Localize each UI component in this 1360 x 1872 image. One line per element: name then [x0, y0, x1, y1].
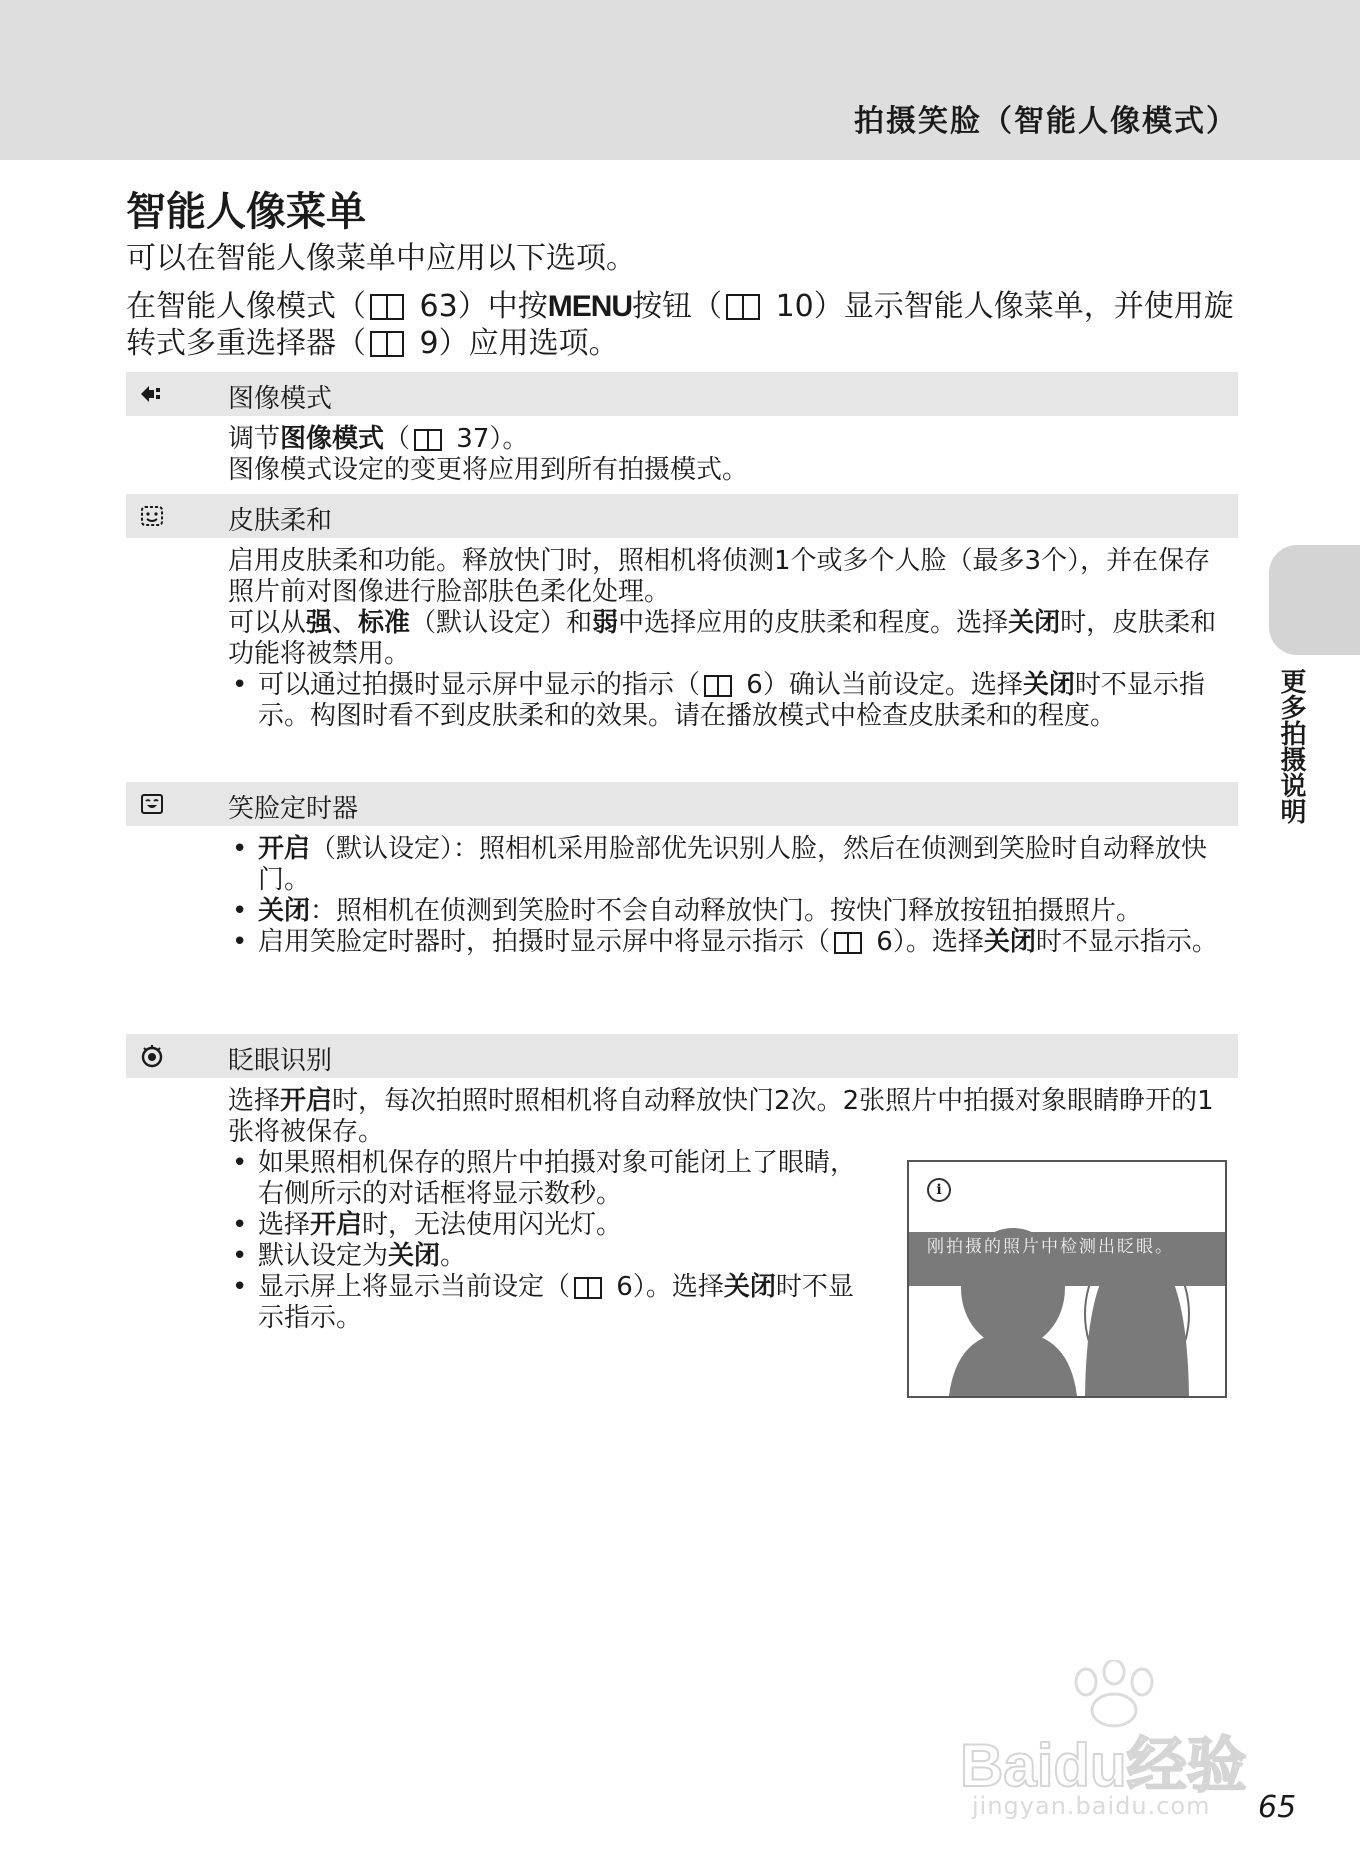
- menu-row-label: 眨眼识别: [228, 1046, 333, 1076]
- list-item: • 开启（默认设定）：照相机采用脸部优先识别人脸，然后在侦测到笑脸时自动释放快门。: [228, 834, 1228, 896]
- menu-row-label: 笑脸定时器: [228, 794, 359, 824]
- book-reference-icon: [574, 1277, 602, 1297]
- menu-row-smile-timer: [126, 782, 1238, 826]
- book-reference-icon: [726, 294, 760, 318]
- menu-row-label: 皮肤柔和: [228, 506, 333, 536]
- book-reference-icon: [414, 429, 442, 449]
- book-reference-icon: [370, 294, 404, 318]
- chapter-tab-label: 更多拍摄说明: [1276, 668, 1306, 824]
- page-number: 65: [1258, 1790, 1297, 1825]
- section-title: 智能人像菜单: [126, 189, 366, 235]
- book-reference-icon: [834, 932, 862, 952]
- blink-warning-dialog-illustration: [907, 1160, 1227, 1398]
- intro-text: 可以在智能人像菜单中应用以下选项。: [126, 241, 636, 276]
- info-icon: i: [927, 1178, 951, 1202]
- smile-timer-description: [228, 834, 1228, 958]
- image-mode-description: 调节图像模式（ 37）。 图像模式设定的变更将应用到所有拍摄模式。: [228, 424, 749, 485]
- menu-row-image-mode: [126, 372, 1238, 416]
- menu-row-blink-proof: [126, 1034, 1238, 1078]
- watermark-url: jingyan.baidu.com: [972, 1792, 1211, 1820]
- list-item: • 启用笑脸定时器时，拍摄时显示屏中将显示指示（ 6）。选择关闭时不显示指示。: [228, 927, 1228, 958]
- page-header-title: 拍摄笑脸（智能人像模式）: [854, 104, 1238, 139]
- image-mode-icon: [138, 380, 166, 408]
- menu-row-skin-softening: [126, 494, 1238, 538]
- book-reference-icon: [370, 331, 404, 355]
- watermark-brand: Baidu经验: [960, 1732, 1247, 1799]
- intro-instructions: 在智能人像模式（ 63）中按MENU按钮（ 10）显示智能人像菜单，并使用旋转式多重选择器（ 9）应用选项。: [126, 289, 1234, 361]
- blink-proof-description: 选择开启时，每次拍照时照相机将自动释放快门2次。2张照片中拍摄对象眼睛睁开的1张将被保存。 • 如果照相机保存的照片中拍摄对象可能闭上了眼睛，右侧所示的对话框将显示数秒。 • 选择开启时，无法使用闪光灯。 • 默认设定为关闭。 • 显示屏上将显示当前设定（ 6）。选择关闭时不显示指示。: [228, 1086, 1228, 1334]
- list-item: • 如果照相机保存的照片中拍摄对象可能闭上了眼睛，右侧所示的对话框将显示数秒。: [228, 1148, 868, 1210]
- menu-row-label: 图像模式: [228, 384, 333, 414]
- list-item: • 可以通过拍摄时显示屏中显示的指示（ 6）确认当前设定。选择关闭时不显示指示。构图时看不到皮肤柔和的效果。请在播放模式中检查皮肤柔和的程度。: [228, 670, 1228, 732]
- menu-key-label: MENU: [547, 290, 633, 323]
- list-item: • 默认设定为关闭。: [228, 1241, 868, 1272]
- list-item: • 显示屏上将显示当前设定（ 6）。选择关闭时不显示指示。: [228, 1272, 868, 1334]
- blink-proof-icon: [138, 1042, 166, 1070]
- skin-softening-description: 启用皮肤柔和功能。释放快门时，照相机将侦测1个或多个人脸（最多3个），并在保存照片前对图像进行脸部肤色柔化处理。 可以从强、标准（默认设定）和弱中选择应用的皮肤柔和程度。选择关闭时，皮肤柔和功能将被禁用。 • 可以通过拍摄时显示屏中显示的指示（ 6）确认当前设定。选择关闭时不显示指示。构图时看不到皮肤柔和的效果。请在播放模式中检查皮肤柔和的程度。: [228, 546, 1228, 732]
- smile-timer-icon: [138, 790, 166, 818]
- dialog-message: 刚拍摄的照片中检测出眨眼。: [909, 1232, 1225, 1286]
- chapter-tab: [1269, 545, 1360, 655]
- list-item: • 关闭：照相机在侦测到笑脸时不会自动释放快门。按快门释放按钮拍摄照片。: [228, 896, 1228, 927]
- book-reference-icon: [704, 675, 732, 695]
- baidu-jingyan-watermark: [960, 1660, 1290, 1830]
- list-item: • 选择开启时，无法使用闪光灯。: [228, 1210, 868, 1241]
- skin-softening-icon: [138, 502, 166, 530]
